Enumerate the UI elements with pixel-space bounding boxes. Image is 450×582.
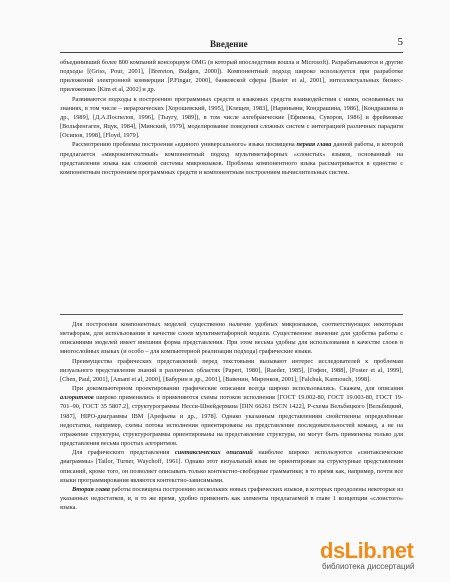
watermark-logo [320,538,436,572]
watermark-subtitle: библиотека диссертаций [322,562,415,571]
paragraph: Для графического представления синтаксических описаний наиболее широко используются «синтаксические диаграммы» [Tailor, Turner, Waychoff, 1961]. Однако этот визуальный язык не ориентирован на структурные представления описаний, кроме того, он позволяет описывать только контекстно-свободные грамматики; в то время как, например, почти все языки программирования являются контекстно-зависимыми. [60,449,403,484]
paragraph: Рассмотрению проблемы построения «единого универсального» языка посвящена первая глава данной работы, в которой предлагается «микроконтекстный» компонентный подход мультиметафорных «слоистых» языков, основанный на представлении языка как сложной системы микроязыков. Проблема компонентного языка рассматривается в единстве с компонентным построением программных средств и компонентным построением вычислительных систем. [60,141,403,176]
emphasis-term: алгоритмов [60,394,94,402]
emphasis-term: синтаксических описаний [174,449,253,457]
running-title: Введение [210,39,248,49]
paragraph: При докомпьютерном проектировании графические описания всегда широко использовались. Скажем, для описания алгоритмов широко применялись и применяются схемы потоков исполнения [ГОСТ 19.002-80, ГОСТ 19.003-80, ГОСТ 19-701–90, ГОСТ 35 5807.2], структурограммы Несси-Шнейдермана [DIN 66261 ISCN 1422], Р-схема Вельбицкого [Вельбицкий, 1987], HIPO-диаграммы IBM [Арефьева и др., 1978]. Однако указанным представлениям свойственны определённые недостатки, например, схемы потока исполнения ориентированы на представление последовательностей команд, а не на отражение структуры, структурограммы ориентированы на представление структуры, но могут быть применены только для представления весьма простых алгоритмов. [60,385,403,448]
paragraph: Развиваются подходы к построению программных средств и языковых средств взаимодействия с ними, основанных на знаниях, в том числе – иерархических [Хорошевский, 1995], [Клещев, 1983], [Нариньяни, Кондрашина, 1986], [Кондрашина и др., 1989], [Д.А.Поспелов, 1996], [Тыугу, 1989]), в том числе алгебраические [Ефимова, Суворов, 1986] и фреймовые [Вольфенгаген, Яцук, 1984], [Минский, 1979], моделирование поведения сложных систем с интеграцией различных парадигм [Осипов, 1998], [Floyd, 1979]. [60,95,403,140]
watermark-text: dsLib.net [320,538,414,563]
page-number: 5 [397,36,403,48]
paragraph: Преимущества графических представлений перед текстовыми вызывают интерес исследователей к проблемам визуального представления знаний в различных областях [Papert, 1980], [Raeder, 1985], [Гофен, 1988], [Foster et al, 1999], [Chen, Paul, 2001], [Amant et al, 2000], [Бабурин и др., 2001], [Вавенин, Миренков, 2001], [Falchuk, Karmouch, 1998]. [60,357,403,383]
paragraph: Для построения компонентных моделей существенно наличие удобных микроязыков, соответствующих некоторым метафорам, для использования в качестве слоев мультиметафорной модели. Существенное значение для удобства работы с описаниями моделей имеет внешняя форма представления. При этом весьма удобны для использования в качестве слоев в многослойных языках (и особо – для компьютерной реализации подхода) графические языки. [60,321,403,356]
section-2 [60,320,403,512]
emphasis-term: Вторая глава [72,485,110,493]
emphasis-term: первая глава [296,141,332,149]
paragraph: Вторая глава работы посвящена построению нескольких новых графических языков, в которых преодолены некоторые из указанных недостатков, и, в то же время, удобно применять как элементы предлагаемой в главе 1 концепции «слоистого» языка. [60,485,403,512]
section-1 [60,58,403,177]
page-header [60,38,403,53]
section-divider [60,314,403,315]
paragraph: объединивший более 800 компаний консорциум OMG (в который впоследствии вошла и Microsoft). Разрабатываются и другие подходы [(Griss, Pour, 2001], [Brereton, Budgen, 2000]). Компонентный подход широко используется при разработке приложений электронной коммерции [P.Fingar, 2000], банковской сферы [Baster et al, 2001], интеллектуальных бизнес-приложениях [Kim et al, 2002] и др. [60,59,403,94]
